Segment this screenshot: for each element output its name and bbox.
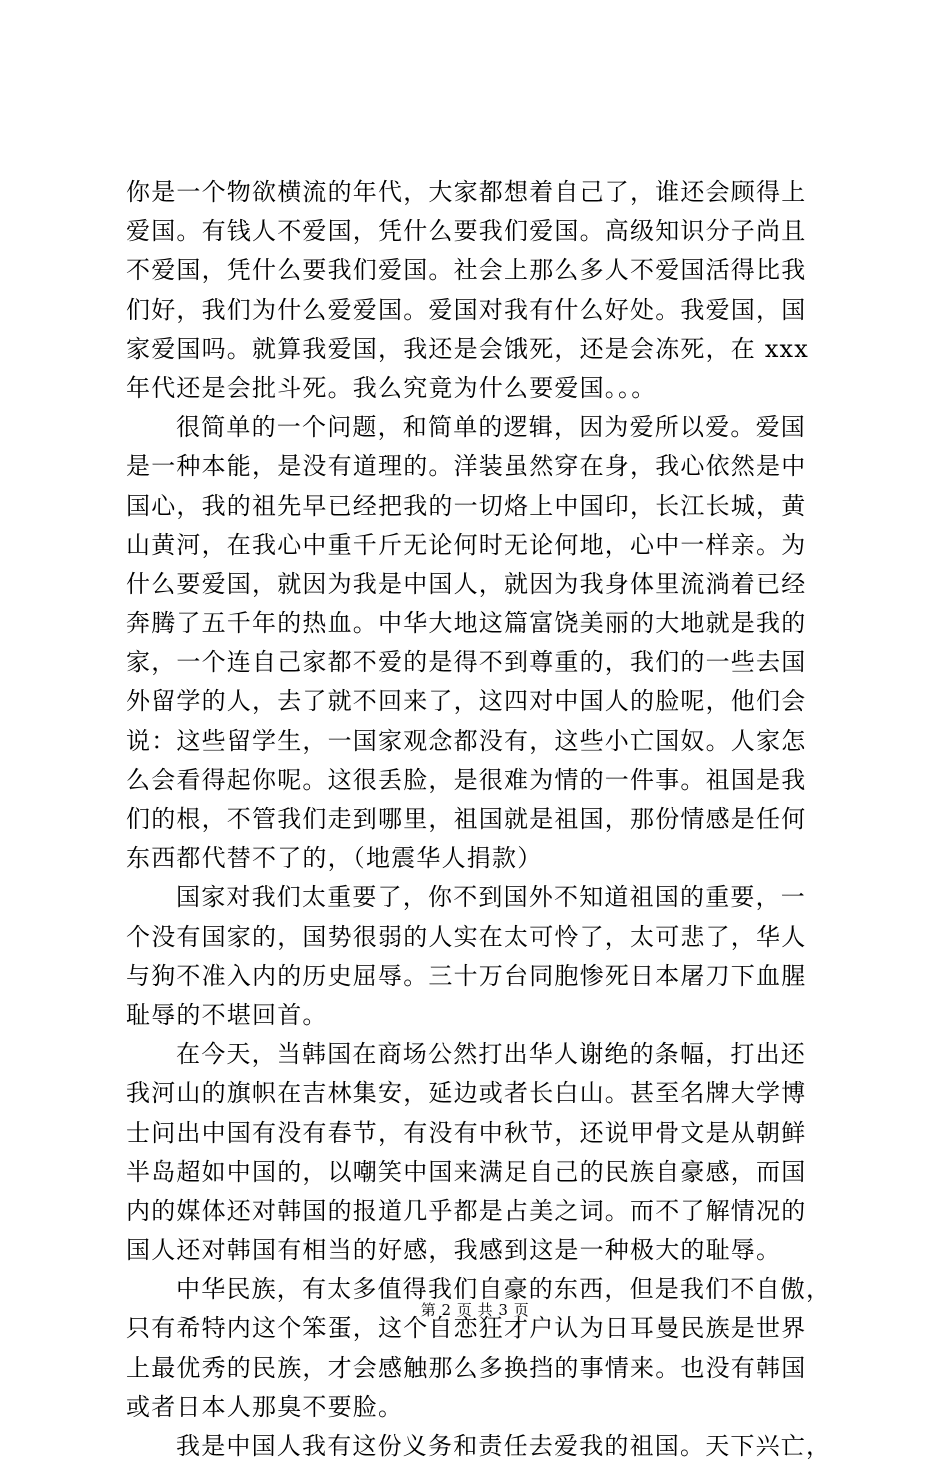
text-line: 奔腾了五千年的热血。中华大地这篇富饶美丽的大地就是我的 (126, 609, 807, 638)
text-line: 与狗不准入内的历史屈辱。三十万台同胞惨死日本屠刀下血腥 (126, 961, 807, 990)
text-line: 或者日本人那臭不要脸。 (126, 1392, 404, 1421)
text-line: 什么要爱国，就因为我是中国人，就因为我身体里流淌着已经 (126, 569, 807, 598)
text-line: 我河山的旗帜在吉林集安，延边或者长白山。甚至名牌大学博 (126, 1079, 807, 1108)
text-line: 说：这些留学生，一国家观念都没有，这些小亡国奴。人家怎 (126, 726, 807, 755)
text-line: 国心，我的祖先早已经把我的一切烙上中国印，长江长城，黄 (126, 491, 807, 520)
text-line: 山黄河，在我心中重千斤无论何时无论何地，心中一样亲。为 (126, 530, 807, 559)
page-footer: 第 2 页 共 3 页 (420, 1301, 530, 1319)
text-line: 耻辱的不堪回首。 (126, 1000, 328, 1029)
text-line: 上最优秀的民族，才会感触那么多换挡的事情来。也没有韩国 (126, 1353, 807, 1382)
text-line: 们的根，不管我们走到哪里，祖国就是祖国，那份情感是任何 (126, 805, 807, 833)
text-line: 士问出中国有没有春节，有没有中秋节，还说甲骨文是从朝鲜 (126, 1118, 807, 1147)
text-line: 中华民族，有太多值得我们自豪的东西，但是我们不自傲， (176, 1275, 832, 1304)
body-text (126, 173, 856, 1466)
text-line: 国家对我们太重要了，你不到国外不知道祖国的重要，一 (176, 883, 806, 912)
text-line: 年代还是会批斗死。我么究竟为什么要爱国。。。 (126, 373, 657, 402)
text-line: 家爱国吗。就算我爱国，我还是会饿死，还是会冻死，在 xxx (126, 334, 810, 363)
text-line: 个没有国家的，国势很弱的人实在太可怜了，太可悲了，华人 (126, 922, 807, 951)
text-line: 东西都代替不了的，（地震华人捐款） (126, 844, 543, 873)
text-line: 很简单的一个问题，和简单的逻辑，因为爱所以爱。爱国 (176, 413, 806, 442)
text-line: 外留学的人，去了就不回来了，这四对中国人的脸呢，他们会 (126, 687, 807, 716)
text-line: 我是中国人我有这份义务和责任去爱我的祖国。天下兴亡， (176, 1432, 832, 1460)
text-line: 家，一个连自己家都不爱的是得不到尊重的，我们的一些去国 (126, 648, 807, 677)
text-line: 不爱国，凭什么要我们爱国。社会上那么多人不爱国活得比我 (126, 256, 807, 285)
text-line: 国人还对韩国有相当的好感，我感到这是一种极大的耻辱。 (126, 1236, 782, 1265)
text-line: 你是一个物欲横流的年代，大家都想着自己了，谁还会顾得上 (126, 178, 807, 206)
text-line: 是一种本能，是没有道理的。洋装虽然穿在身，我心依然是中 (126, 452, 807, 481)
text-line: 在今天，当韩国在商场公然打出华人谢绝的条幅，打出还 (176, 1040, 806, 1069)
text-line: 爱国。有钱人不爱国，凭什么要我们爱国。高级知识分子尚且 (126, 217, 807, 246)
text-line: 内的媒体还对韩国的报道几乎都是占美之词。而不了解情况的 (126, 1196, 807, 1225)
text-line: 半岛超如中国的，以嘲笑中国来满足自己的民族自豪感，而国 (126, 1157, 807, 1186)
text-line: 们好，我们为什么爱爱国。爱国对我有什么好处。我爱国，国 (126, 295, 807, 324)
text-line: 只有希特内这个笨蛋，这个自恋狂才户认为日耳曼民族是世界 (126, 1314, 807, 1343)
text-line: 么会看得起你呢。这很丢脸，是很难为情的一件事。祖国是我 (126, 765, 807, 794)
